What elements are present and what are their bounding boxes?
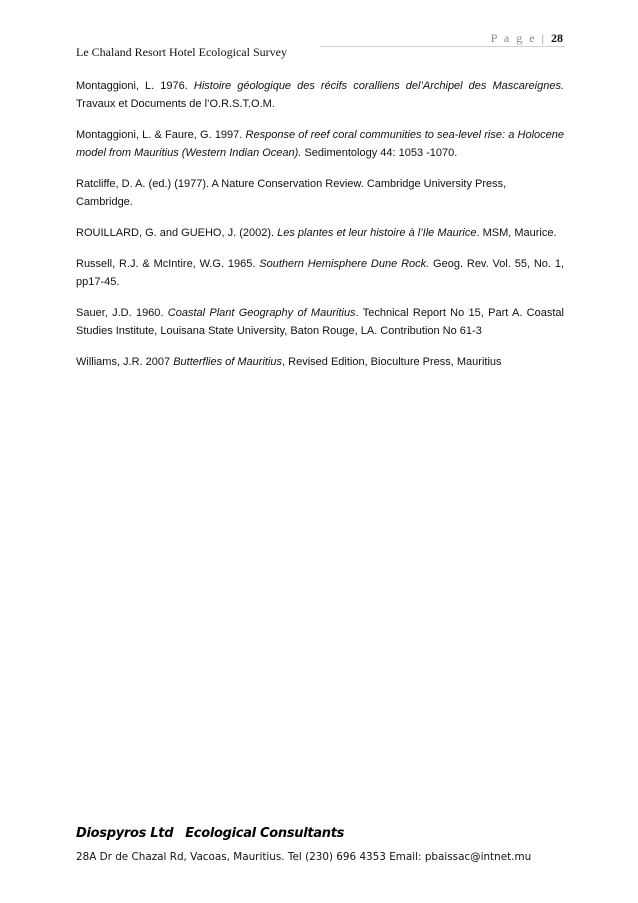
- reference-title: Histoire géologique des récifs coralliens del’Archipel des Mascareignes.: [193, 80, 565, 92]
- document-header-title: Le Chaland Resort Hotel Ecological Survey: [76, 45, 287, 59]
- page-label: P a g e: [490, 31, 537, 45]
- reference-text: Ratcliffe, D. A. (ed.) (1977). A Nature Conservation Review. Cambridge University Press, Cambridge.: [76, 178, 507, 208]
- reference-text: , Revised Edition, Bioculture Press, Mauritius: [282, 356, 502, 368]
- reference-item: [76, 353, 564, 371]
- footer-company-line: [76, 826, 344, 841]
- reference-item: [76, 126, 564, 162]
- reference-title: Southern Hemisphere Dune Rock.: [259, 258, 430, 270]
- reference-text: Geog. Rev. Vol. 55, No. 1, pp17-45.: [76, 258, 565, 288]
- page-separator: |: [541, 31, 546, 45]
- reference-item: [76, 255, 564, 291]
- reference-title: Les plantes et leur histoire à l’Ile Maurice: [277, 227, 477, 239]
- reference-text: Travaux et Documents de l’O.R.S.T.O.M.: [76, 98, 275, 110]
- reference-item: [76, 224, 564, 242]
- reference-text: Montaggioni, L. & Faure, G. 1997.: [76, 129, 246, 141]
- company-division: Ecological Consultants: [185, 826, 345, 841]
- reference-title: Coastal Plant Geography of Mauritius: [167, 307, 356, 319]
- reference-item: [76, 77, 564, 113]
- company-name: Diospyros Ltd: [76, 826, 174, 841]
- page-number: [491, 31, 563, 46]
- reference-text: Williams, J.R. 2007: [76, 356, 174, 368]
- header-divider: [320, 46, 565, 47]
- reference-text: Montaggioni, L. 1976.: [76, 80, 194, 92]
- reference-text: . MSM, Maurice.: [476, 227, 557, 239]
- page-number-value: 28: [551, 31, 563, 45]
- footer-address: 28A Dr de Chazal Rd, Vacoas, Mauritius. Tel (230) 696 4353 Email: pbaissac@intnet.mu: [76, 851, 532, 863]
- reference-text: Sedimentology 44: 1053 -1070.: [301, 147, 458, 159]
- reference-text: . Technical Report No 15, Part A. Coastal Studies Institute, Louisana State University, Baton Rouge, LA. Contribution No 61-3: [76, 307, 564, 337]
- reference-list: [76, 77, 564, 384]
- reference-text: Russell, R.J. & McIntire, W.G. 1965.: [76, 258, 260, 270]
- reference-title: Butterflies of Mauritius: [173, 356, 283, 368]
- reference-item: [76, 304, 564, 340]
- reference-text: Sauer, J.D. 1960.: [76, 307, 168, 319]
- reference-text: ROUILLARD, G. and GUEHO, J. (2002).: [76, 227, 278, 239]
- reference-title: Response of reef coral communities to sea-level rise: a Holocene model from Mauritius (Western Indian Ocean).: [76, 129, 564, 159]
- reference-item: [76, 175, 564, 211]
